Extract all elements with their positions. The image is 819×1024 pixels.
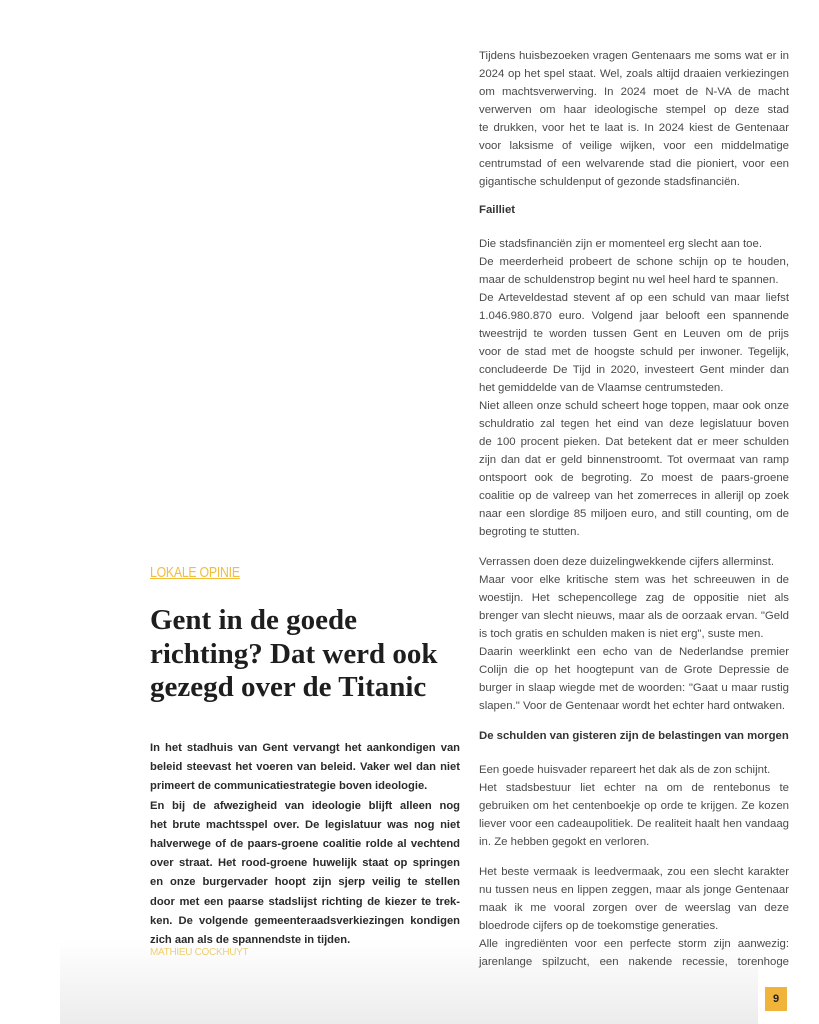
body-line: het gemiddelde van de Vlaamse centrumsteden. (479, 382, 724, 394)
body-line: maak ik me vooral zorgen over de weerslag van deze (479, 902, 789, 914)
section-subheading: De schulden van gisteren zijn de belastingen van morgen (479, 730, 789, 742)
body-paragraph (479, 253, 789, 289)
body-line: Alle ingrediënten voor een perfecte storm zijn aanwezig: (479, 938, 789, 950)
body-paragraph (479, 235, 789, 253)
body-line: De Arteveldestad stevent af op een schuld van maar liefst (479, 292, 789, 304)
body-line: coalitie op de valreep van het zomerreces in allerijl op zoek (479, 490, 789, 502)
body-line: zijn dan dat er geld binnenstroomt. Tot overmaat van ramp (479, 454, 789, 466)
headline-line: richting? Dat werd ook (150, 637, 438, 670)
section-subheading: Failliet (479, 204, 516, 216)
body-line: Tijdens huisbezoeken vragen Gentenaars me soms wat er in (479, 50, 789, 62)
intro-line: ken. De volgende gemeenteraadsverkiezingen kondigen (150, 914, 460, 927)
body-line: centrumstad of een welvarende stad die pioniert, voor een (479, 158, 789, 170)
body-line: Niet alleen onze schuld scheert hoge toppen, maar ook onze (479, 400, 789, 412)
body-line: Daarin weerklinkt een echo van de Nederlandse premier (479, 646, 789, 658)
body-line: bloedrode cijfers op de toekomstige generaties. (479, 920, 719, 932)
article-intro (150, 739, 460, 950)
body-paragraph (479, 571, 789, 643)
body-line: in. Ze hebben gegokt en verloren. (479, 836, 650, 848)
article-body (479, 47, 789, 971)
body-line: Het stadsbestuur liet echter na om de rentebonus te (479, 782, 789, 794)
body-line: de 100 procent pieken. Dat betekent dat er meer schulden (479, 436, 789, 448)
body-line: om machtsverwerving. In 2024 moet de N-VA de macht (479, 86, 789, 98)
body-line: 1.046.980.870 euro. Volgend jaar belooft een spannende (479, 310, 789, 322)
body-line: naar een slordige 85 miljoen euro, and still counting, om de (479, 508, 789, 520)
body-line: begroting te stutten. (479, 526, 580, 538)
body-line: Verrassen doen deze duizelingwekkende cijfers allerminst. (479, 556, 775, 568)
body-paragraph (479, 553, 789, 571)
intro-line: En bij de afwezigheid van ideologie blijft alleen nog (150, 799, 460, 812)
body-line: burger in slaap wiegde met de woorden: "Gaat u maar rustig (479, 682, 789, 694)
body-line: De meerderheid probeert de schone schijn op te houden, (479, 256, 789, 268)
intro-line: door met een paarse stadslijst richting de kiezer te trek- (150, 895, 460, 908)
author-byline: MATHIEU COCKHUYT (150, 947, 249, 958)
body-line: Maar voor elke kritische stem was het schreeuwen in de (479, 574, 789, 586)
body-line: Colijn die op het hoogtepunt van de Grote Depressie de (479, 664, 789, 676)
body-line: voor laksisme of veilige wijken, voor een middelmatige (479, 140, 789, 152)
body-line: verwerven om haar ideologische stempel op deze stad (479, 104, 789, 116)
body-line: voor de stad met de hoogste schuld per inwoner. Tegelijk, (479, 346, 789, 358)
body-line: maar de schuldenstrop begint nu wel heel hard te spannen. (479, 274, 779, 286)
body-paragraph (479, 47, 789, 191)
body-paragraph (479, 397, 789, 541)
section-kicker: LOKALE OPINIE (150, 564, 240, 581)
intro-line: In het stadhuis van Gent vervangt het aankondigen van (150, 742, 460, 754)
body-line: te drukken, voor het te laat is. In 2024 kiest de Gentenaar (479, 122, 789, 134)
headline-line: gezegd over de Titanic (150, 671, 427, 703)
article-headline (150, 604, 465, 705)
body-line: Een goede huisvader repareert het dak als de zon schijnt. (479, 764, 771, 776)
body-line: jarenlange spilzucht, een nakende recessie, torenhoge (479, 956, 789, 968)
magazine-page (60, 0, 789, 1024)
body-line: Die stadsfinanciën zijn er momenteel erg slecht aan toe. (479, 238, 763, 250)
body-paragraph (479, 289, 789, 397)
intro-line: zich aan als de spannendste in tijden. (150, 933, 351, 946)
body-paragraph (479, 643, 789, 715)
body-paragraph (479, 761, 789, 779)
body-paragraph (479, 935, 789, 971)
intro-line: primeert de communicatiestrategie boven ideologie. (150, 780, 428, 793)
body-paragraph (479, 779, 789, 851)
intro-line: beleid steevast het voeren van beleid. Vaker wel dan niet (150, 761, 460, 774)
headline-line: Gent in de goede (150, 604, 358, 636)
body-line: woestijn. Het schepencollege zag de oppositie niet als (479, 592, 789, 604)
page-number: 9 (765, 987, 787, 1011)
body-line: schuldratio zal tegen het eind van deze legislatuur boven (479, 418, 789, 430)
intro-line: het brute machtsspel over. De legislatuur was nog niet (150, 818, 460, 831)
body-line: brenger van slecht nieuws, maar als de oorzaak ervan. "Geld (479, 610, 789, 622)
intro-line: over straat. Het rood-groene huwelijk staat op springen (150, 857, 460, 870)
body-line: ontspoort ook de begroting. Zo moest de paars-groene (479, 472, 789, 484)
body-line: gebruiken om het centenboekje op orde te krijgen. Ze kozen (479, 800, 789, 812)
body-line: Het beste vermaak is leedvermaak, zou een slecht karakter (479, 866, 789, 878)
body-line: tweestrijd te worden tussen Gent en Leuven om de prijs (479, 328, 789, 340)
intro-line: halverwege of de paars-groene coalitie rolde al vechtend (150, 837, 460, 850)
body-paragraph (479, 863, 789, 935)
body-line: gigantische schuldenput of gezonde stadsfinanciën. (479, 176, 740, 188)
body-line: liever voor een cadeaupolitiek. De realiteit haalt hen vandaag (479, 818, 789, 830)
body-line: nu tussen neus en lippen zeggen, maar als jonge Gentenaar (479, 884, 789, 896)
intro-line: en onze burgervader hoopt zijn sjerp veilig te stellen (150, 876, 460, 889)
body-line: concludeerde De Tijd in 2020, investeert Gent minder dan (479, 364, 789, 376)
body-line: 2024 op het spel staat. Wel, zoals altijd draaien verkiezingen (479, 68, 789, 80)
body-line: slapen." Voor de Gentenaar wordt het echter hard ontwaken. (479, 700, 786, 712)
body-line: is toch gratis en schulden maken is niet erg", suste men. (479, 628, 764, 640)
